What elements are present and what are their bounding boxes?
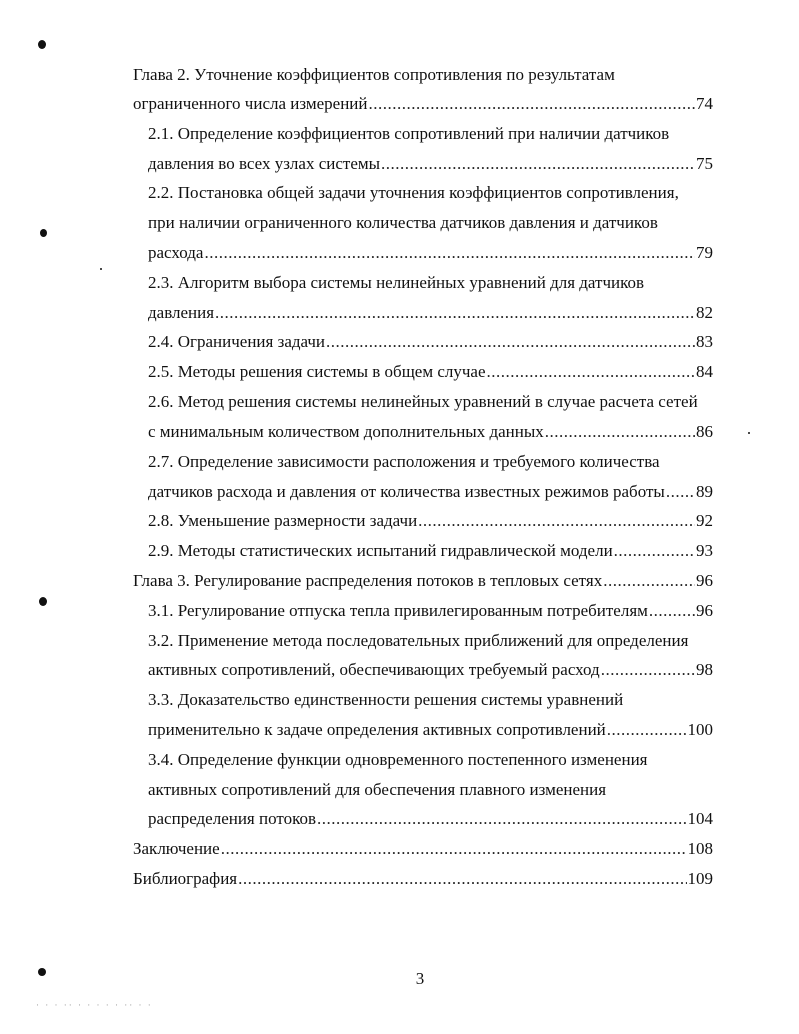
toc-line [148, 596, 713, 626]
toc-line [148, 268, 713, 298]
leader-dots [238, 864, 686, 894]
toc-entry-text: 3.1. Регулирование отпуска тепла привилегированным потребителям [148, 601, 648, 620]
toc-line [133, 834, 713, 864]
toc-page-number: 82 [696, 303, 713, 322]
toc-line [148, 536, 713, 566]
toc-entry-text: давления [148, 303, 215, 322]
scan-speck [100, 268, 102, 270]
leader-dots [418, 506, 695, 536]
toc-page-number: 86 [696, 422, 713, 441]
toc-entry-text: датчиков расхода и давления от количества известных режимов работы [148, 482, 665, 501]
toc-entry-text: расхода [148, 243, 204, 262]
scan-noise: · · · ·· · · · · · ·· · · [36, 1000, 153, 1010]
toc-entry-text: 2.2. Постановка общей задачи уточнения коэффициентов сопротивления, [148, 183, 679, 202]
toc-entry-text: Заключение [133, 839, 220, 858]
toc-entry-text: 2.6. Метод решения системы нелинейных уравнений в случае расчета сетей [148, 392, 698, 411]
toc-entry-text: активных сопротивлений для обеспечения плавного изменения [148, 780, 607, 799]
toc-entry-text: 3.2. Применение метода последовательных приближений для определения [148, 631, 689, 650]
toc-line [148, 149, 713, 179]
leader-dots [649, 596, 695, 626]
toc-line [133, 864, 713, 894]
toc-entry-text: 2.9. Методы статистических испытаний гидравлической модели [148, 541, 613, 560]
toc-page-number: 108 [687, 839, 713, 858]
toc-line [148, 715, 713, 745]
leader-dots [369, 89, 696, 119]
leader-dots [381, 149, 695, 179]
toc-line [148, 626, 713, 656]
toc-entry-text: 2.3. Алгоритм выбора системы нелинейных уравнений для датчиков [148, 273, 645, 292]
toc-entry-text: ограниченного числа измерений [133, 94, 368, 113]
toc-line [148, 298, 713, 328]
toc-line [148, 119, 713, 149]
leader-dots [545, 417, 695, 447]
toc-entry-text: при наличии ограниченного количества датчиков давления и датчиков [148, 213, 658, 232]
toc-entry-text: 2.1. Определение коэффициентов сопротивлений при наличии датчиков [148, 124, 670, 143]
toc-line [148, 685, 713, 715]
leader-dots [326, 327, 695, 357]
toc-line [148, 655, 713, 685]
toc-page-number: 89 [696, 482, 713, 501]
toc-page-number: 98 [696, 660, 713, 679]
toc-line [148, 357, 713, 387]
toc-entry-text: 2.4. Ограничения задачи [148, 332, 326, 351]
toc-page-number: 100 [687, 720, 713, 739]
toc-line [148, 477, 713, 507]
toc-page-number: 84 [696, 362, 713, 381]
scan-speck [38, 968, 46, 976]
leader-dots [614, 536, 695, 566]
toc-page-number: 92 [696, 511, 713, 530]
leader-dots [317, 804, 687, 834]
leader-dots [487, 357, 695, 387]
scan-speck [40, 229, 47, 237]
toc-line [148, 327, 713, 357]
toc-entry-text: распределения потоков [148, 809, 316, 828]
toc-line [148, 745, 713, 775]
leader-dots [204, 238, 695, 268]
scan-speck [39, 597, 47, 606]
toc-line [148, 506, 713, 536]
toc-page-number: 96 [696, 601, 713, 620]
toc-line [148, 417, 713, 447]
toc-entry-text: применительно к задаче определения активных сопротивлений [148, 720, 606, 739]
toc-page-number: 75 [696, 154, 713, 173]
leader-dots [666, 477, 695, 507]
scan-speck [38, 40, 46, 49]
toc-entry-text: с минимальным количеством дополнительных данных [148, 422, 544, 441]
toc-line [148, 208, 713, 238]
toc-line [133, 566, 713, 596]
leader-dots [215, 298, 695, 328]
toc-entry-text: 3.3. Доказательство единственности решения системы уравнений [148, 690, 624, 709]
toc-entry-text: 2.7. Определение зависимости расположения и требуемого количества [148, 452, 660, 471]
toc-entry-text: активных сопротивлений, обеспечивающих требуемый расход [148, 660, 600, 679]
leader-dots [601, 655, 695, 685]
toc-page-number: 79 [696, 243, 713, 262]
page-number: 3 [415, 969, 425, 988]
toc-line [148, 447, 713, 477]
toc-line [133, 89, 713, 119]
toc-entry-text: Глава 2. Уточнение коэффициентов сопротивления по результатам [133, 65, 615, 84]
scan-speck [748, 432, 750, 434]
toc-entry-text: 2.5. Методы решения системы в общем случае [148, 362, 486, 381]
toc-line [148, 387, 713, 417]
toc-line [148, 775, 713, 805]
toc-entry-text: Библиография [133, 869, 238, 888]
toc-line [148, 178, 713, 208]
leader-dots [603, 566, 695, 596]
leader-dots [221, 834, 687, 864]
toc-page-number: 109 [687, 869, 713, 888]
toc-line [133, 60, 713, 90]
toc-entry-text: 2.8. Уменьшение размерности задачи [148, 511, 418, 530]
toc-page-number: 104 [687, 809, 713, 828]
toc-line [148, 804, 713, 834]
toc-entry-text: давления во всех узлах системы [148, 154, 381, 173]
toc-line [148, 238, 713, 268]
toc-page-number: 96 [696, 571, 713, 590]
toc-page-number: 74 [696, 94, 713, 113]
toc-entry-text: 3.4. Определение функции одновременного постепенного изменения [148, 750, 648, 769]
toc-page-number: 83 [696, 332, 713, 351]
toc-page-number: 93 [696, 541, 713, 560]
toc-entry-text: Глава 3. Регулирование распределения потоков в тепловых сетях [133, 571, 603, 590]
leader-dots [607, 715, 687, 745]
